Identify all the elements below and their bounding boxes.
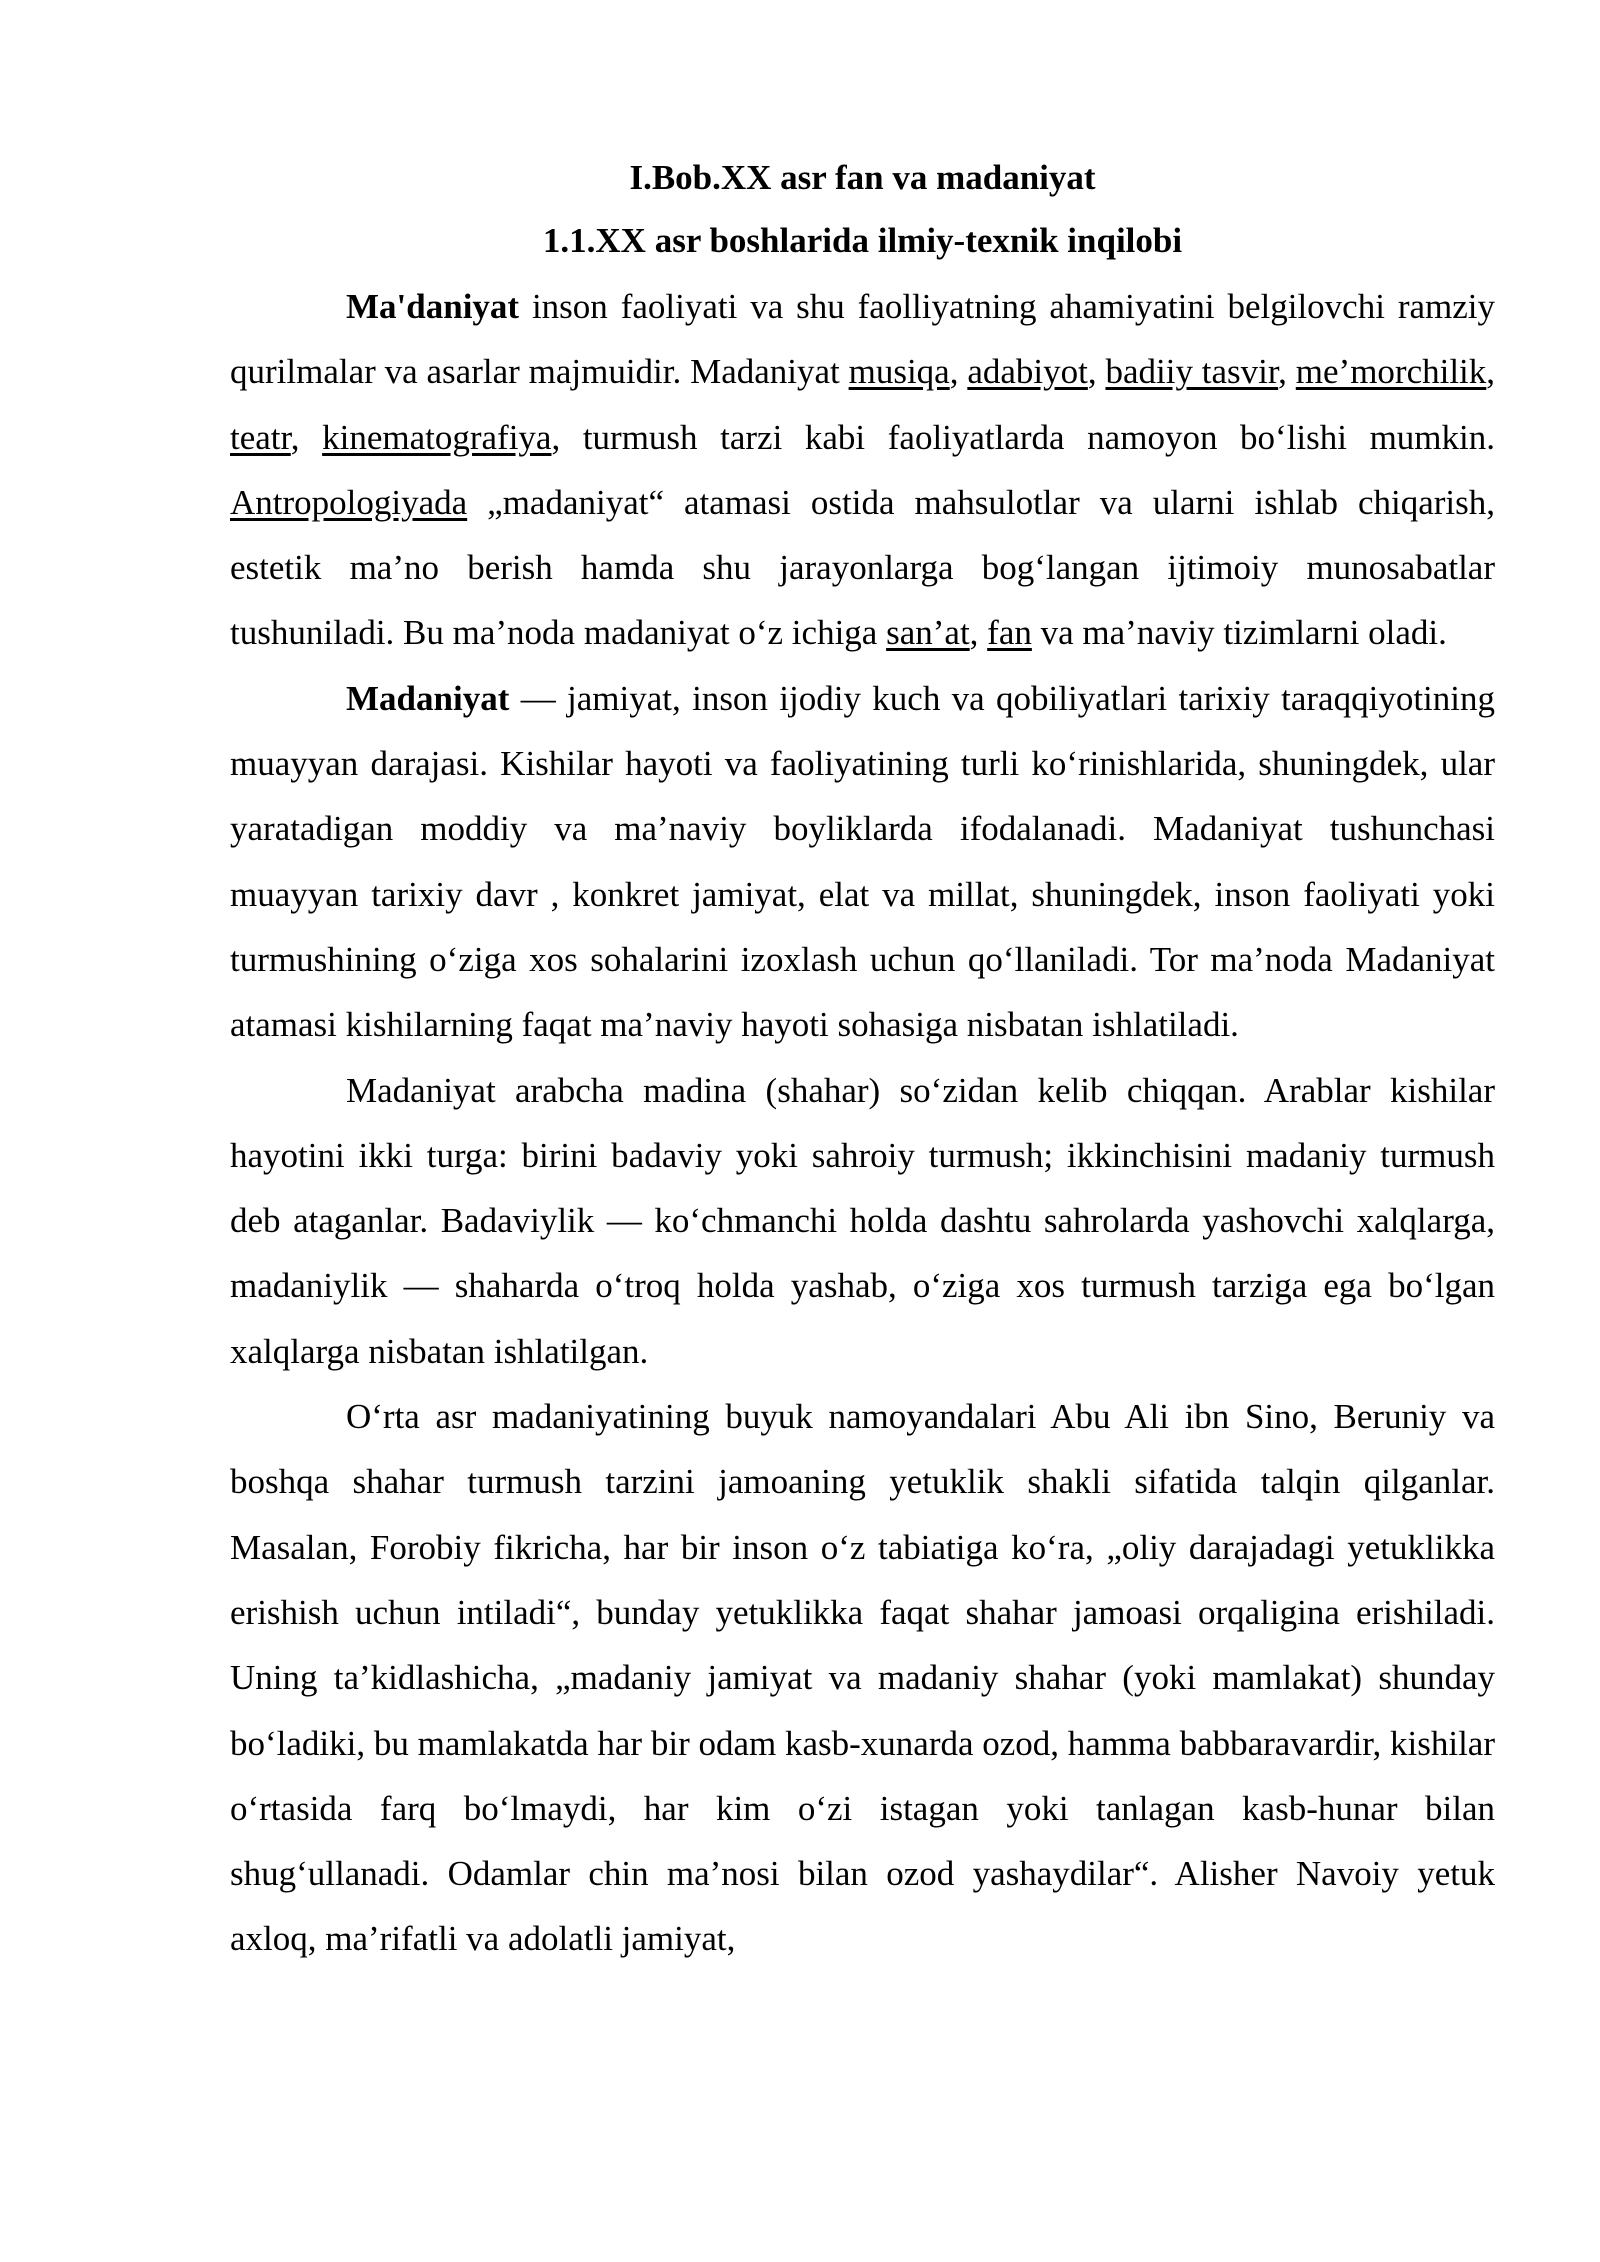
paragraph-1 [230,274,1495,666]
separator: , [290,417,323,457]
link-fan[interactable]: fan [987,613,1032,653]
separator: , [969,613,988,653]
paragraph-3: Madaniyat arabcha madina (shahar) so‘zidan kelib chiqqan. Arablar kishilar hayotini ikki turga: birini badaviy yoki sahroiy turmush; ikkinchisini madaniy turmush deb ataganlar. Badaviylik — ko‘chmanchi holda dashtu sahrolarda yashovchi xalqlarga, madaniylik — shaharda o‘troq holda yashab, o‘ziga xos turmush tarziga ega bo‘lgan xalqlarga nisbatan ishlatilgan. [230,1070,1495,1371]
separator: , [949,352,968,392]
paragraph-2 [230,666,1495,1058]
paragraph-1-text-2: , turmush tarzi kabi faoliyatlarda namoyon bo‘lishi mumkin. [551,417,1495,457]
term-madaniyat-2: Madaniyat [346,678,510,718]
paragraph-1-text-3: „madaniyat“ atamasi ostida mahsulotlar va ularni ishlab chiqarish, estetik ma’no berish hamda shu jarayonlarga bog‘langan ijtimoiy munosabatlar tushuniladi. Bu ma’noda madaniyat o‘z ichiga [230,482,1495,653]
paragraph-4: O‘rta asr madaniyatining buyuk namoyandalari Abu Ali ibn Sino, Beruniy va boshqa shahar turmush tarzini jamoaning yetuklik shakli sifatida talqin qilganlar. Masalan, Forobiy fikricha, har bir inson o‘z tabiatiga ko‘ra, „oliy darajadagi yetuklikka erishish uchun intiladi“, bunday yetuklikka faqat shahar jamoasi orqaligina erishiladi. Uning ta’kidlashicha, „madaniy jamiyat va madaniy shahar (yoki mamlakat) shunday bo‘ladiki, bu mamlakatda har bir odam kasb-xunarda ozod, hamma babbaravardir, kishilar o‘rtasida farq bo‘lmaydi, har kim o‘zi istagan yoki tanlagan kasb-hunar bilan shug‘ullanadi. Odamlar chin ma’nosi bilan ozod yashaydilar“. Alisher Navoiy yetuk axloq, ma’rifatli va adolatli jamiyat, [230,1397,1495,1959]
link-badiiy-tasvir[interactable]: badiiy tasvir [1105,352,1279,392]
paragraph-1-text-4: va ma’naviy tizimlarni oladi. [1031,613,1447,653]
separator: , [1486,352,1496,392]
link-memorchilik[interactable]: me’morchilik [1295,352,1487,392]
section-title: 1.1.XX asr boshlarida ilmiy-texnik inqilobi [542,221,1183,260]
link-antropologiyada[interactable]: Antropologiyada [230,482,468,522]
chapter-title: I.Bob.XX asr fan va madaniyat [629,158,1096,197]
link-musiqa[interactable]: musiqa [848,352,950,392]
separator: , [1278,352,1296,392]
paragraph-2-text: — jamiyat, inson ijodiy kuch va qobiliyatlari tarixiy taraqqiyotining muayyan darajasi. Kishilar hayoti va faoliyatining turli ko‘rinishlarida, shuningdek, ular yaratadigan moddiy va ma’naviy boyliklarda ifodalanadi. Madaniyat tushunchasi muayyan tarixiy davr , konkret jamiyat, elat va millat, shuningdek, inson faoliyati yoki turmushining o‘ziga xos sohalarini izoxlash uchun qo‘llaniladi. Tor ma’noda Madaniyat atamasi kishilarning faqat ma’naviy hayoti sohasiga nisbatan ishlatiladi. [230,678,1495,1045]
document-page [230,148,1495,1972]
link-kinematografiya[interactable]: kinematografiya [322,417,552,457]
link-adabiyot[interactable]: adabiyot [967,352,1088,392]
term-madaniyat-1: Ma'daniyat [346,287,520,326]
separator: , [1087,352,1106,392]
link-teatr[interactable]: teatr [230,417,291,457]
paragraph-1-text-1: inson faoliyati va shu faolliyatning ahamiyatini belgilovchi ramziy qurilmalar va asarlar majmuidir. Madaniyat [230,287,1495,392]
link-sanat[interactable]: san’at [886,613,970,653]
